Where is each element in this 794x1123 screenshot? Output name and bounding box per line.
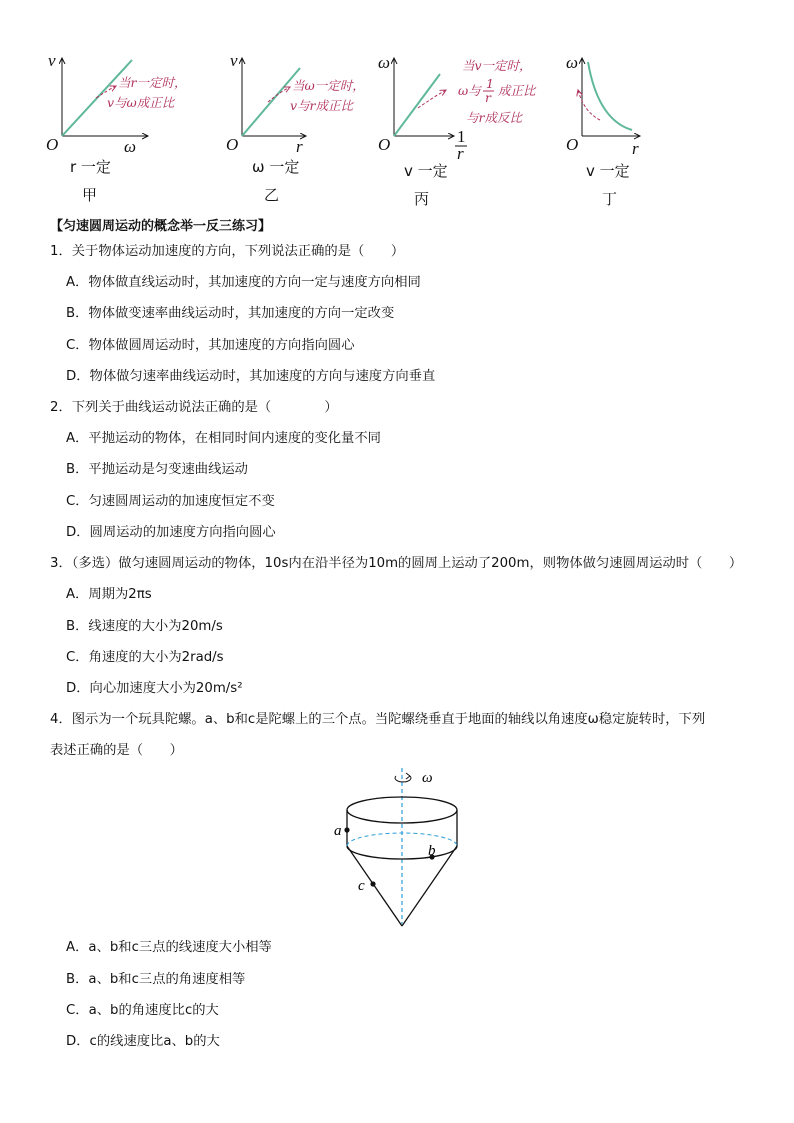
graph-jia-note-2: v与ω成正比: [107, 95, 175, 110]
q1-option-d: D．物体做匀速率曲线运动时，其加速度的方向与速度方向垂直: [66, 369, 436, 384]
point-b-label: b: [428, 843, 436, 859]
graph-yi-condition: ω 一定: [252, 158, 300, 176]
graphs-figure: [0, 40, 794, 220]
q4-option-c: C．a、b的角速度比c的大: [66, 1003, 219, 1018]
graph-bing-condition: v 一定: [404, 162, 448, 180]
graph-bing-y-label: ω: [378, 53, 391, 72]
graph-yi-note-1: 当ω一定时，: [292, 78, 365, 93]
graph-ding-y-label: ω: [566, 53, 579, 72]
q3-option-b: B．线速度的大小为20m/s: [66, 619, 223, 634]
graph-bing-note-frac-num: 1: [486, 76, 494, 91]
graph-bing-note-3: 与r成反比: [466, 110, 522, 125]
q2-stem: 2．下列关于曲线运动说法正确的是（ ）: [50, 400, 338, 415]
q2-option-c: C．匀速圆周运动的加速度恒定不变: [66, 494, 275, 509]
graph-bing-x-num: 1: [457, 127, 466, 146]
q3-option-a: A．周期为2πs: [66, 587, 152, 602]
graph-yi-x-label: r: [296, 137, 303, 156]
graph-jia-x-label: ω: [124, 137, 137, 156]
graph-jia-condition: r 一定: [70, 158, 111, 176]
q3-option-d: D．向心加速度大小为20m/s²: [66, 681, 243, 696]
section-title: 【匀速圆周运动的概念举一反三练习】: [50, 219, 272, 234]
q4-stem-line1: 4．图示为一个玩具陀螺。a、b和c是陀螺上的三个点。当陀螺绕垂直于地面的轴线以角速度ω稳定旋转时，下列: [50, 712, 706, 727]
graph-bing-x-den: r: [457, 144, 464, 163]
graph-jia-caption: 甲: [82, 186, 98, 204]
graph-yi-origin: O: [226, 135, 239, 154]
q2-option-a: A．平抛运动的物体，在相同时间内速度的变化量不同: [66, 431, 381, 446]
graph-yi-note-2: v与r成正比: [290, 98, 354, 113]
point-a-label: a: [334, 823, 342, 839]
q4-option-d: D．c的线速度比a、b的大: [66, 1034, 220, 1049]
graph-jia-note-1: 当r一定时，: [118, 75, 187, 90]
graph-bing-caption: 丙: [414, 190, 430, 208]
graph-ding: [566, 53, 640, 208]
graph-bing-note-1: 当v一定时，: [462, 58, 532, 73]
q2-option-b: B．平抛运动是匀变速曲线运动: [66, 462, 248, 477]
q4-option-b: B．a、b和c三点的角速度相等: [66, 972, 246, 987]
q4-stem-line2: 表述正确的是（ ）: [50, 743, 183, 758]
q3-stem: 3．（多选）做匀速圆周运动的物体，10s内在沿半径为10m的圆周上运动了200m，则物体做匀速圆周运动时（ ）: [50, 556, 743, 571]
graph-bing-origin: O: [378, 135, 391, 154]
q1-option-b: B．物体做变速率曲线运动时，其加速度的方向一定改变: [66, 306, 395, 321]
graph-bing: [378, 53, 537, 208]
graph-jia-origin: O: [46, 135, 59, 154]
graph-bing-note-frac-den: r: [485, 90, 491, 105]
q1-stem: 1．关于物体运动加速度的方向，下列说法正确的是（ ）: [50, 244, 405, 259]
graph-ding-condition: v 一定: [586, 162, 630, 180]
q1-option-c: C．物体做圆周运动时，其加速度的方向指向圆心: [66, 338, 355, 353]
graph-jia: [46, 51, 186, 204]
graph-ding-origin: O: [566, 135, 579, 154]
graph-jia-y-label: v: [48, 51, 56, 70]
point-c-label: c: [358, 878, 365, 894]
q3-option-c: C．角速度的大小为2rad/s: [66, 650, 224, 665]
graph-yi-y-label: v: [230, 51, 238, 70]
q2-option-d: D．圆周运动的加速度方向指向圆心: [66, 525, 276, 540]
q1-option-a: A．物体做直线运动时，其加速度的方向一定与速度方向相同: [66, 275, 421, 290]
graph-ding-caption: 丁: [602, 190, 618, 208]
graph-yi: [226, 51, 365, 204]
graph-yi-caption: 乙: [264, 186, 280, 204]
graph-bing-note-2b: 成正比: [498, 83, 536, 98]
graph-bing-note-2a: ω与: [458, 83, 481, 98]
spinning-top-figure: [320, 762, 480, 934]
omega-label: ω: [422, 770, 433, 786]
graph-ding-x-label: r: [632, 139, 639, 158]
q4-option-a: A．a、b和c三点的线速度大小相等: [66, 940, 272, 955]
